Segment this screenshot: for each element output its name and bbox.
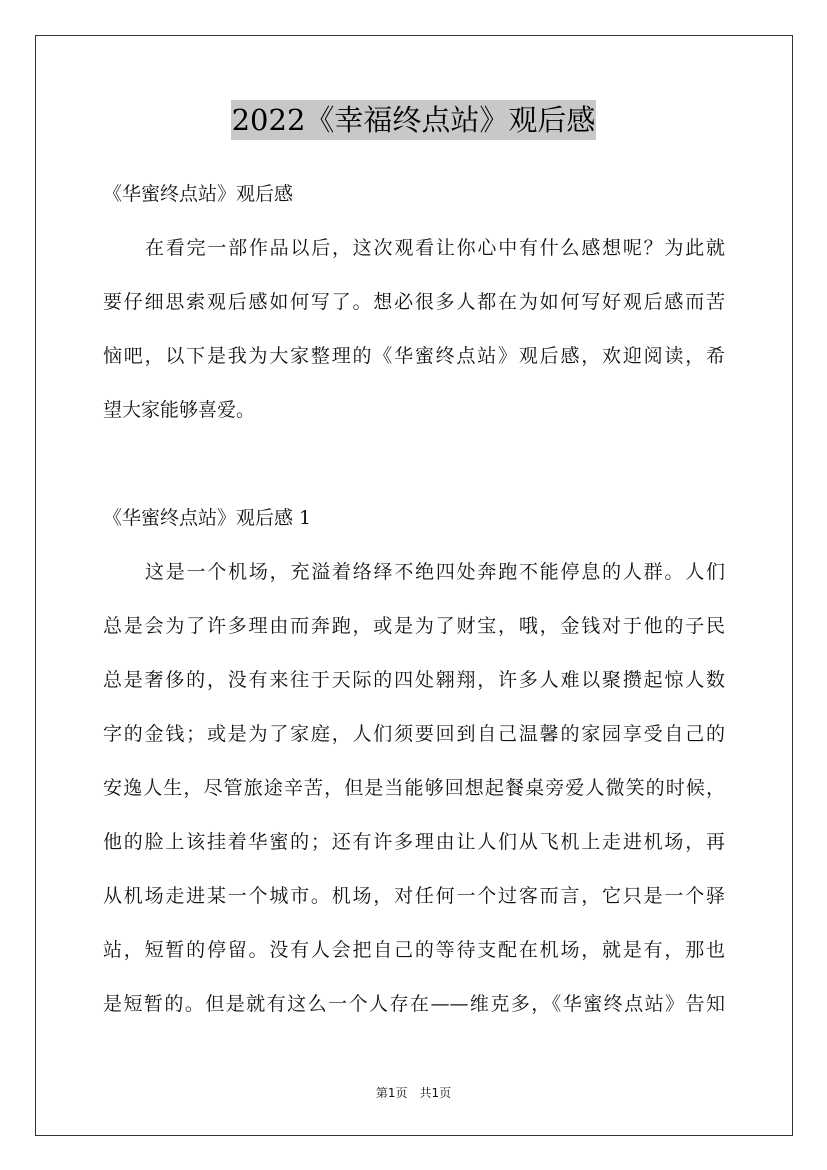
section-heading-intro: 《华蜜终点站》观后感	[103, 183, 294, 205]
paragraph-line: 总是会为了许多理由而奔跑，或是为了财宝，哦，金钱对于他的子民	[103, 615, 725, 637]
paragraph-line: 恼吧，以下是我为大家整理的《华蜜终点站》观后感，欢迎阅读，希	[103, 345, 725, 367]
paragraph-line: 在看完一部作品以后，这次观看让你心中有什么感想呢？为此就	[145, 237, 725, 259]
section-heading-1: 《华蜜终点站》观后感 1	[103, 507, 312, 529]
paragraph-line: 他的脸上该挂着华蜜的；还有许多理由让人们从飞机上走进机场，再	[103, 831, 725, 853]
paragraph-line: 是短暂的。但是就有这么一个人存在——维克多，《华蜜终点站》告知	[103, 993, 725, 1015]
title-container	[0, 100, 827, 140]
paragraph-line: 字的金钱；或是为了家庭，人们须要回到自己温馨的家园享受自己的	[103, 723, 725, 745]
paragraph-line: 从机场走进某一个城市。机场，对任何一个过客而言，它只是一个驿	[103, 885, 725, 907]
paragraph-line: 安逸人生，尽管旅途辛苦，但是当能够回想起餐桌旁爱人微笑的时候，	[103, 777, 725, 799]
document-title: 2022《幸福终点站》观后感	[231, 100, 597, 140]
page-number: 第1页 共1页	[375, 1086, 452, 1100]
paragraph-line: 这是一个机场，充溢着络绎不绝四处奔跑不能停息的人群。人们	[145, 561, 725, 583]
paragraph-line: 要仔细思索观后感如何写了。想必很多人都在为如何写好观后感而苦	[103, 291, 725, 313]
paragraph-line: 望大家能够喜爱。	[103, 399, 256, 421]
paragraph-line: 站，短暂的停留。没有人会把自己的等待支配在机场，就是有，那也	[103, 939, 725, 961]
paragraph-line: 总是奢侈的，没有来往于天际的四处翱翔，许多人难以聚攒起惊人数	[103, 669, 725, 691]
